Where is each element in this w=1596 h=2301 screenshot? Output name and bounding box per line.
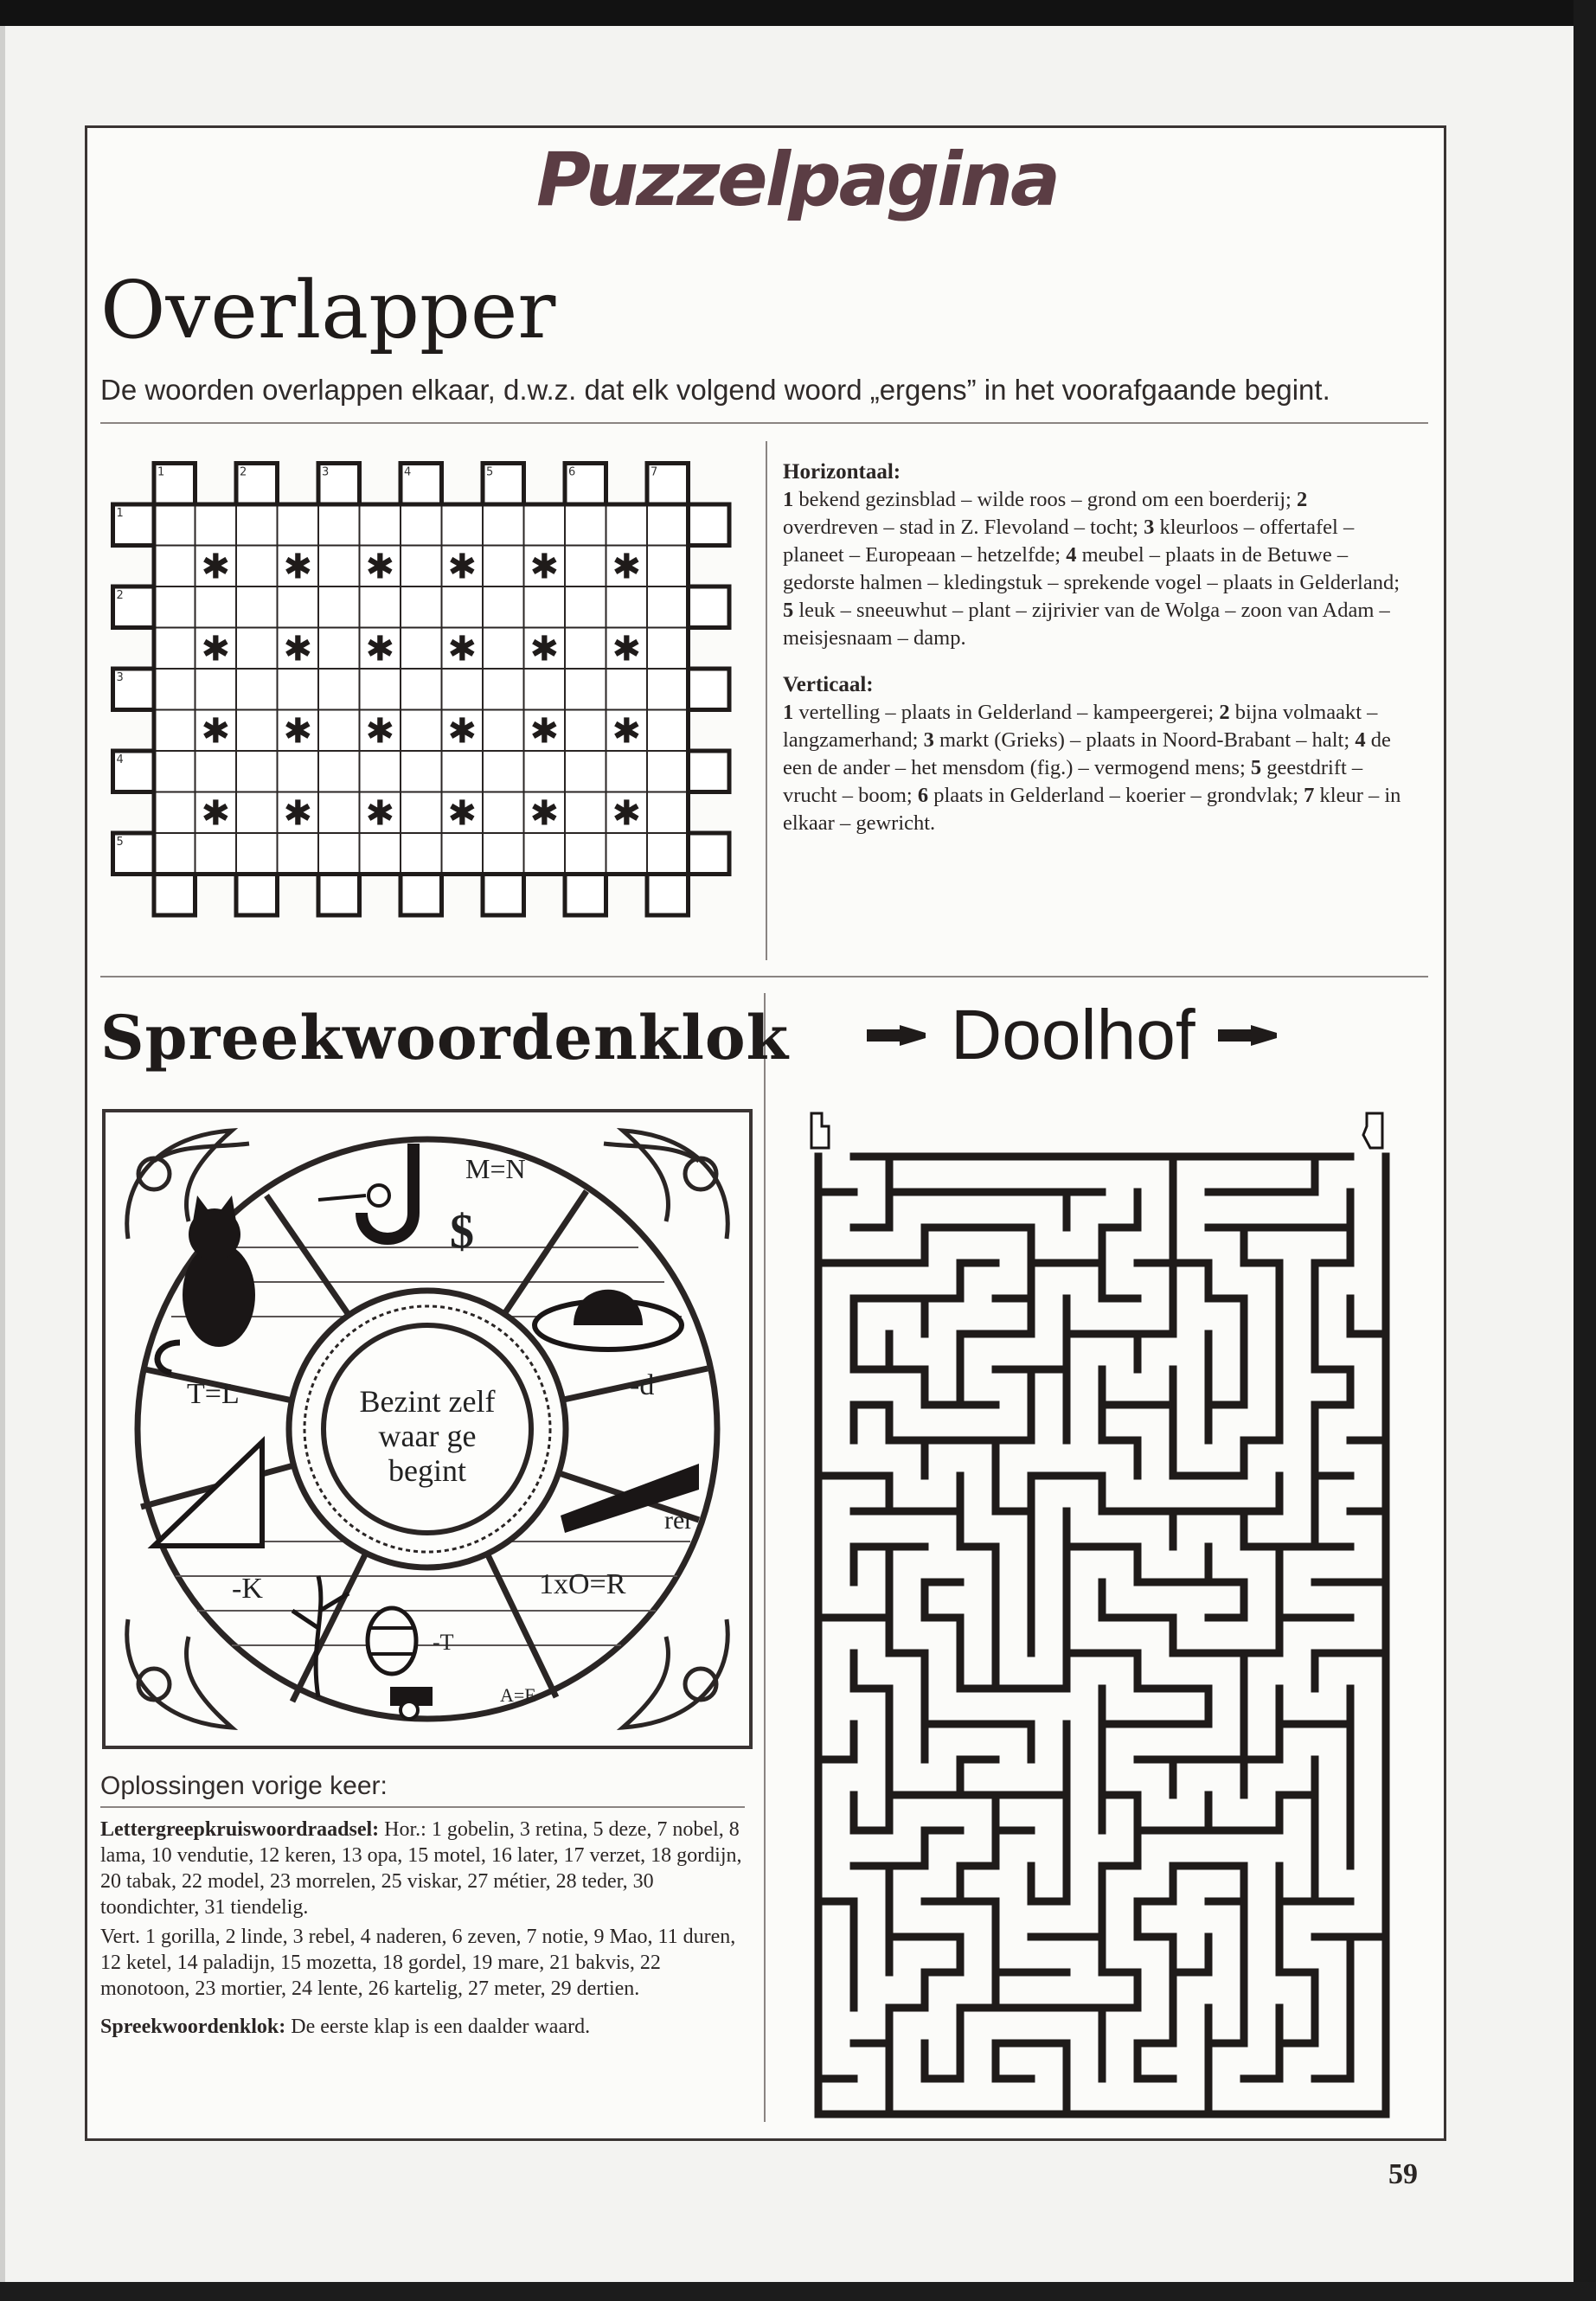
- grid-cell: [524, 586, 566, 628]
- grid-star-icon: ✱: [365, 711, 395, 752]
- grid-cell: [401, 751, 442, 792]
- overlapper-intro: De woorden overlappen elkaar, d.w.z. dat elk volgend woord „ergens” in het voorafgaande begint.: [100, 374, 1330, 406]
- doolhof-maze: [803, 1109, 1401, 2112]
- grid-cell: [318, 628, 360, 670]
- overlapper-grid: [112, 463, 735, 947]
- grid-tab-bottom: [483, 875, 524, 916]
- grid-star-icon: ✱: [201, 547, 231, 587]
- grid-cell: [318, 833, 360, 875]
- grid-star-icon: ✱: [201, 629, 231, 670]
- grid-cell: [318, 504, 360, 546]
- grid-cell: [524, 751, 566, 792]
- divider-middle: [100, 976, 1428, 977]
- grid-cell: [442, 751, 484, 792]
- grid-star-icon: ✱: [283, 629, 313, 670]
- lettergreep-vert: Vert. 1 gorilla, 2 linde, 3 rebel, 4 naderen, 6 zeven, 7 notie, 9 Mao, 11 duren, 12 ketel, 14 paladijn, 15 mozetta, 18 gordel, 19 mare, 21 bakvis, 22 monotoon, 23 mortier, 24 lente, 26 kartelig, 27 meter, 29 dertien.: [100, 1926, 736, 2000]
- grid-star-icon: ✱: [283, 793, 313, 834]
- grid-cell: [236, 833, 278, 875]
- grid-star-icon: ✱: [529, 793, 560, 834]
- grid-cell: [401, 546, 442, 587]
- grid-cell: [647, 792, 689, 834]
- label-lor: 1xO=R: [539, 1568, 626, 1600]
- grid-cell: [647, 546, 689, 587]
- lettergreep-hor: Hor.: 1 gobelin, 3 retina, 5 deze, 7 nobel, 8 lama, 10 vendutie, 12 keren, 13 opa, 15 motel, 16 later, 17 verzet, 18 gordijn, 20 tabak, 22 model, 23 morrelen, 25 viskar, 27 métier, 28 teder, 30 toondichter, 31 tiendelig.: [100, 1818, 742, 1919]
- clue-text: kleurloos – offertafel – planeet – Europeaan – hetzelfde;: [783, 516, 1355, 567]
- label-d: -d: [630, 1369, 655, 1401]
- grid-cell: [606, 669, 648, 710]
- grid-cell: [483, 546, 524, 587]
- spreekwoord-solution: [100, 2014, 745, 2040]
- grid-col-number: 3: [322, 465, 330, 479]
- clue-number: 4: [1066, 543, 1082, 567]
- grid-cell: [154, 504, 195, 546]
- grid-col-number: 1: [157, 465, 165, 479]
- pointing-hand-right-icon: [1216, 1022, 1281, 1048]
- grid-cell: [278, 833, 319, 875]
- horizontal-heading: Horizontaal:: [783, 460, 901, 484]
- grid-cell: [154, 669, 195, 710]
- overlapper-clues: [783, 458, 1406, 856]
- grid-star-icon: ✱: [365, 547, 395, 587]
- doolhof-title: Doolhof: [951, 996, 1195, 1074]
- grid-cell: [483, 504, 524, 546]
- grid-star-icon: ✱: [447, 547, 478, 587]
- clock-center-line: begint: [388, 1453, 466, 1488]
- grid-cell: [236, 546, 278, 587]
- grid-star-icon: ✱: [201, 711, 231, 752]
- grid-cell: [154, 628, 195, 670]
- grid-cell: [318, 710, 360, 752]
- grid-star-icon: ✱: [447, 711, 478, 752]
- grid-cell: [565, 546, 606, 587]
- grid-col-number: 7: [651, 465, 658, 479]
- clue-text: overdreven – stad in Z. Flevoland – tocht;: [783, 516, 1144, 539]
- grid-star-icon: ✱: [612, 547, 642, 587]
- proverb-clock: [102, 1109, 753, 1749]
- grid-row-number: 4: [116, 753, 124, 766]
- grid-cell: [236, 586, 278, 628]
- grid-cell: [442, 833, 484, 875]
- divider-columns: [764, 993, 766, 2122]
- grid-cell: [442, 669, 484, 710]
- clue-text: geestdrift – vrucht – boom;: [783, 756, 1363, 807]
- grid-tab-right: [689, 504, 730, 546]
- grid-cell: [195, 669, 237, 710]
- label-mn: M=N: [465, 1153, 526, 1184]
- spreek-label: Spreekwoordenklok:: [100, 2016, 286, 2038]
- grid-cell: [606, 504, 648, 546]
- grid-star-icon: ✱: [529, 711, 560, 752]
- grid-tab-right: [689, 586, 730, 628]
- grid-cell: [647, 669, 689, 710]
- grid-cell: [442, 504, 484, 546]
- grid-row-number: 3: [116, 671, 124, 684]
- clue-number: 2: [1219, 701, 1235, 724]
- grid-cell: [278, 751, 319, 792]
- grid-cell: [318, 546, 360, 587]
- horizontal-clues: [783, 486, 1406, 652]
- clue-number: 2: [1296, 488, 1308, 511]
- solutions: [100, 1773, 745, 2043]
- vertical-heading: Verticaal:: [783, 673, 874, 696]
- grid-tab-right: [689, 751, 730, 792]
- clue-number: 3: [1144, 516, 1160, 539]
- grid-cell: [236, 628, 278, 670]
- clue-number: 1: [783, 701, 799, 724]
- grid-star-icon: ✱: [447, 793, 478, 834]
- clue-number: 1: [783, 488, 799, 511]
- grid-tab-right: [689, 669, 730, 710]
- grid-col-number: 5: [486, 465, 494, 479]
- scan-left-border: [0, 26, 5, 2284]
- scan-right-border: [1574, 0, 1596, 2301]
- divider-clues: [766, 441, 767, 960]
- grid-cell: [483, 669, 524, 710]
- grid-cell: [154, 546, 195, 587]
- grid-cell: [565, 751, 606, 792]
- grid-star-icon: ✱: [529, 629, 560, 670]
- spreek-text: De eerste klap is een daalder waard.: [291, 2016, 591, 2038]
- overlapper-title: Overlapper: [100, 264, 556, 356]
- grid-cell: [236, 669, 278, 710]
- solutions-heading: Oplossingen vorige keer:: [100, 1772, 388, 1800]
- finish-hand-icon: [1363, 1113, 1382, 1148]
- label-k: -K: [232, 1573, 263, 1605]
- grid-cell: [360, 751, 401, 792]
- label-t: -T: [433, 1630, 454, 1655]
- grid-cell: [524, 833, 566, 875]
- grid-cell: [565, 710, 606, 752]
- grid-star-icon: ✱: [283, 547, 313, 587]
- label-rer: rer: [664, 1506, 694, 1535]
- grid-cell: [647, 586, 689, 628]
- grid-cell: [565, 628, 606, 670]
- scan-bottom-border: [0, 2282, 1596, 2301]
- grid-cell: [318, 751, 360, 792]
- grid-cell: [401, 586, 442, 628]
- grid-tab-bottom: [565, 875, 606, 916]
- grid-cell: [401, 669, 442, 710]
- grid-cell: [565, 586, 606, 628]
- clue-text: bijna volmaakt – langzamerhand;: [783, 701, 1378, 752]
- barrel-icon: [368, 1608, 416, 1674]
- clock-center-line: Bezint zelf: [359, 1384, 496, 1419]
- grid-cell: [360, 833, 401, 875]
- grid-star-icon: ✱: [447, 629, 478, 670]
- grid-star-icon: ✱: [201, 793, 231, 834]
- grid-cell: [278, 504, 319, 546]
- grid-tab-bottom: [647, 875, 689, 916]
- grid-cell: [565, 792, 606, 834]
- grid-cell: [154, 586, 195, 628]
- grid-star-icon: ✱: [365, 793, 395, 834]
- grid-cell: [236, 792, 278, 834]
- label-ae: A=E: [500, 1684, 536, 1706]
- grid-cell: [565, 833, 606, 875]
- clue-text: leuk – sneeuwhut – plant – zijrivier van de Wolga – zoon van Adam – meisjesnaam – damp.: [783, 599, 1390, 650]
- grid-cell: [195, 586, 237, 628]
- grid-cell: [483, 833, 524, 875]
- grid-cell: [195, 504, 237, 546]
- clue-text: markt (Grieks) – plaats in Noord-Brabant – halt;: [939, 728, 1356, 752]
- grid-cell: [401, 628, 442, 670]
- clue-text: vertelling – plaats in Gelderland – kampeergerei;: [798, 701, 1220, 724]
- grid-tab-bottom: [236, 875, 278, 916]
- grid-cell: [154, 792, 195, 834]
- grid-cell: [483, 586, 524, 628]
- grid-cell: [524, 669, 566, 710]
- divider-top: [100, 422, 1428, 424]
- grid-col-number: 4: [404, 465, 412, 479]
- vertical-clues: [783, 699, 1406, 837]
- grid-cell: [195, 833, 237, 875]
- grid-cell: [647, 628, 689, 670]
- grid-cell: [647, 833, 689, 875]
- grid-cell: [236, 504, 278, 546]
- grid-cell: [524, 504, 566, 546]
- grid-tab-bottom: [154, 875, 195, 916]
- grid-star-icon: ✱: [612, 629, 642, 670]
- lettergreep-solution: [100, 1817, 745, 1920]
- grid-cell: [647, 710, 689, 752]
- grid-cell: [401, 710, 442, 752]
- clue-text: plaats in Gelderland – koerier – grondvlak;: [933, 784, 1304, 807]
- grid-cell: [318, 586, 360, 628]
- grid-cell: [606, 751, 648, 792]
- start-hand-icon: [811, 1113, 829, 1148]
- label-tl: T=L: [187, 1378, 240, 1410]
- grid-cell: [483, 792, 524, 834]
- grid-star-icon: ✱: [612, 793, 642, 834]
- clue-text: kleur – in elkaar – gewricht.: [783, 784, 1401, 835]
- grid-col-number: 2: [240, 465, 247, 479]
- grid-cell: [278, 669, 319, 710]
- clue-number: 5: [1250, 756, 1267, 779]
- grid-cell: [154, 833, 195, 875]
- grid-cell: [360, 669, 401, 710]
- grid-tab-bottom: [318, 875, 360, 916]
- grid-cell: [360, 586, 401, 628]
- grid-cell: [565, 504, 606, 546]
- grid-cell: [236, 710, 278, 752]
- grid-cell: [360, 504, 401, 546]
- grid-cell: [647, 504, 689, 546]
- grid-cell: [154, 710, 195, 752]
- grid-cell: [565, 669, 606, 710]
- lettergreep-label: Lettergreepkruiswoordraadsel:: [100, 1818, 380, 1841]
- grid-cell: [483, 710, 524, 752]
- clue-text: de een de ander – het mensdom (fig.) – vermogend mens;: [783, 728, 1391, 779]
- grid-cell: [401, 504, 442, 546]
- grid-cell: [442, 586, 484, 628]
- grid-tab-bottom: [401, 875, 442, 916]
- grid-cell: [483, 628, 524, 670]
- grid-cell: [195, 751, 237, 792]
- pointing-hand-left-icon: [865, 1022, 930, 1048]
- page-masthead: Puzzelpagina: [536, 137, 1058, 223]
- grid-cell: [318, 669, 360, 710]
- grid-tab-right: [689, 833, 730, 875]
- grid-star-icon: ✱: [529, 547, 560, 587]
- clue-number: 6: [917, 784, 934, 807]
- grid-cell: [647, 751, 689, 792]
- page-number: 59: [1388, 2158, 1418, 2190]
- grid-cell: [318, 792, 360, 834]
- grid-cell: [483, 751, 524, 792]
- grid-row-number: 1: [116, 507, 124, 520]
- grid-star-icon: ✱: [612, 711, 642, 752]
- clue-number: 4: [1355, 728, 1371, 752]
- doolhof-heading: [865, 995, 1281, 1076]
- clue-text: meubel – plaats in de Betuwe – gedorste halmen – kledingstuk – sprekende vogel – plaats in Gelderland;: [783, 543, 1401, 594]
- clue-number: 7: [1304, 784, 1320, 807]
- solutions-rule: [100, 1806, 745, 1808]
- clue-number: 5: [783, 599, 799, 622]
- label-dollar: $: [450, 1205, 474, 1259]
- grid-cell: [606, 833, 648, 875]
- grid-star-icon: ✱: [283, 711, 313, 752]
- grid-cell: [401, 792, 442, 834]
- clock-center-line: waar ge: [378, 1419, 477, 1453]
- grid-cell: [401, 833, 442, 875]
- spreekwoordenklok-title: Spreekwoordenklok: [100, 1002, 790, 1074]
- scan-top-border: [0, 0, 1596, 26]
- grid-col-number: 6: [568, 465, 576, 479]
- grid-row-number: 2: [116, 589, 124, 602]
- clue-number: 3: [923, 728, 939, 752]
- grid-cell: [154, 751, 195, 792]
- grid-cell: [236, 751, 278, 792]
- grid-cell: [606, 586, 648, 628]
- clue-text: bekend gezinsblad – wilde roos – grond om een boerderij;: [798, 488, 1297, 511]
- grid-row-number: 5: [116, 836, 124, 849]
- grid-star-icon: ✱: [365, 629, 395, 670]
- grid-cell: [278, 586, 319, 628]
